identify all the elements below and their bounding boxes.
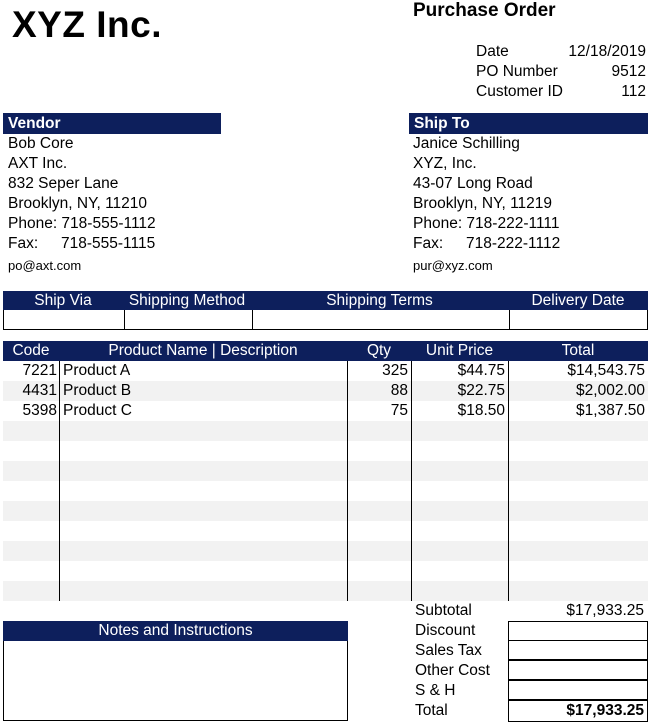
vendor-fax: 718-555-1115 xyxy=(61,235,156,252)
table-row[interactable] xyxy=(3,441,648,461)
totals-label: Total xyxy=(415,702,448,719)
item-qty: 325 xyxy=(382,362,408,379)
meta-label: Customer ID xyxy=(476,83,563,100)
ship-to-company: XYZ, Inc. xyxy=(413,155,477,172)
column-divider xyxy=(347,361,348,601)
totals-sales-tax xyxy=(413,641,648,661)
meta-label: Date xyxy=(476,43,509,60)
meta-date xyxy=(476,43,646,63)
shipping-header-row xyxy=(3,291,648,310)
ship-to-contact-name: Janice Schilling xyxy=(413,135,520,152)
meta-value: 12/18/2019 xyxy=(568,43,646,60)
table-row[interactable] xyxy=(3,541,648,561)
shipping-terms-field[interactable] xyxy=(253,310,509,329)
meta-customer-id xyxy=(476,83,646,103)
vendor-street: 832 Seper Lane xyxy=(8,175,119,192)
item-qty: 75 xyxy=(390,402,408,419)
vendor-city: Brooklyn, NY, 11210 xyxy=(8,195,148,212)
vendor-company: AXT Inc. xyxy=(8,155,68,172)
ship-to-heading: Ship To xyxy=(409,113,648,134)
item-name: Product A xyxy=(63,362,131,379)
table-row[interactable] xyxy=(3,421,648,441)
vendor-fax-label: Fax: xyxy=(8,235,39,252)
shipping-header-delivery-date: Delivery Date xyxy=(531,292,625,309)
totals-discount xyxy=(413,621,648,641)
ship-to-fax-line xyxy=(413,234,560,254)
item-unit-price: $22.75 xyxy=(457,382,505,399)
vendor-phone: Phone: 718-555-1112 xyxy=(8,215,156,232)
totals-total xyxy=(413,701,648,721)
notes-heading: Notes and Instructions xyxy=(3,621,348,641)
shipping-method-field[interactable] xyxy=(125,310,252,329)
item-code: 7221 xyxy=(22,362,57,379)
items-header-unit-price: Unit Price xyxy=(425,342,494,359)
item-name: Product C xyxy=(63,402,132,419)
table-row[interactable] xyxy=(3,481,648,501)
items-header-qty: Qty xyxy=(366,342,392,359)
meta-po-number xyxy=(476,63,646,83)
column-divider xyxy=(508,361,509,601)
totals-subtotal xyxy=(413,601,648,621)
table-row[interactable] xyxy=(3,561,648,581)
items-header-row xyxy=(3,341,648,361)
totals-label: Subtotal xyxy=(415,602,472,619)
notes-field[interactable] xyxy=(3,641,348,721)
item-code: 4431 xyxy=(22,382,57,399)
table-row[interactable] xyxy=(3,401,648,421)
vendor-heading: Vendor xyxy=(3,113,221,134)
item-unit-price: $18.50 xyxy=(457,402,505,419)
column-divider xyxy=(411,361,412,601)
shipping-header-terms: Shipping Terms xyxy=(326,292,433,309)
item-unit-price: $44.75 xyxy=(457,362,505,379)
table-row[interactable] xyxy=(3,521,648,541)
totals-label: Other Cost xyxy=(415,662,490,679)
vendor-address xyxy=(8,134,156,276)
table-row[interactable] xyxy=(3,581,648,601)
shipping-header-ship-via: Ship Via xyxy=(34,292,92,309)
item-code: 5398 xyxy=(22,402,57,419)
item-total: $1,387.50 xyxy=(576,402,645,419)
items-header-code: Code xyxy=(12,342,50,359)
table-row[interactable] xyxy=(3,361,648,381)
document-title: Purchase Order xyxy=(413,0,556,21)
ship-to-address xyxy=(413,134,560,276)
company-name: XYZ Inc. xyxy=(12,4,162,45)
item-total: $14,543.75 xyxy=(567,362,645,379)
item-total: $2,002.00 xyxy=(576,382,645,399)
vendor-fax-line xyxy=(8,234,156,254)
grand-total-value: $17,933.25 xyxy=(566,702,644,719)
table-row[interactable] xyxy=(3,381,648,401)
items-header-total: Total xyxy=(561,342,595,359)
column-divider xyxy=(59,361,60,601)
ship-to-phone: Phone: 718-222-1111 xyxy=(413,215,560,232)
table-row[interactable] xyxy=(3,501,648,521)
totals-other-cost xyxy=(413,661,648,681)
meta-value: 112 xyxy=(621,83,646,100)
delivery-date-field[interactable] xyxy=(510,310,648,329)
meta-label: PO Number xyxy=(476,63,558,80)
ship-to-fax-label: Fax: xyxy=(413,235,444,252)
totals-label: Discount xyxy=(415,622,476,639)
shipping-value-row xyxy=(3,310,648,330)
items-header-description: Product Name | Description xyxy=(108,342,298,359)
item-qty: 88 xyxy=(390,382,408,399)
vendor-email[interactable]: po@axt.com xyxy=(8,258,82,273)
totals-value: $17,933.25 xyxy=(566,602,644,619)
totals-s-and-h xyxy=(413,681,648,701)
ship-to-street: 43-07 Long Road xyxy=(413,175,533,192)
totals-label: S & H xyxy=(415,682,456,699)
totals-label: Sales Tax xyxy=(415,642,482,659)
meta-value: 9512 xyxy=(611,63,646,80)
ship-to-email[interactable]: pur@xyz.com xyxy=(413,258,493,273)
table-row[interactable] xyxy=(3,461,648,481)
ship-to-fax: 718-222-1112 xyxy=(466,235,561,252)
shipping-header-method: Shipping Method xyxy=(128,292,246,309)
item-name: Product B xyxy=(63,382,132,399)
vendor-contact-name: Bob Core xyxy=(8,135,74,152)
items-table-body xyxy=(3,361,648,601)
ship-to-city: Brooklyn, NY, 11219 xyxy=(413,195,553,212)
ship-via-field[interactable] xyxy=(4,310,124,329)
